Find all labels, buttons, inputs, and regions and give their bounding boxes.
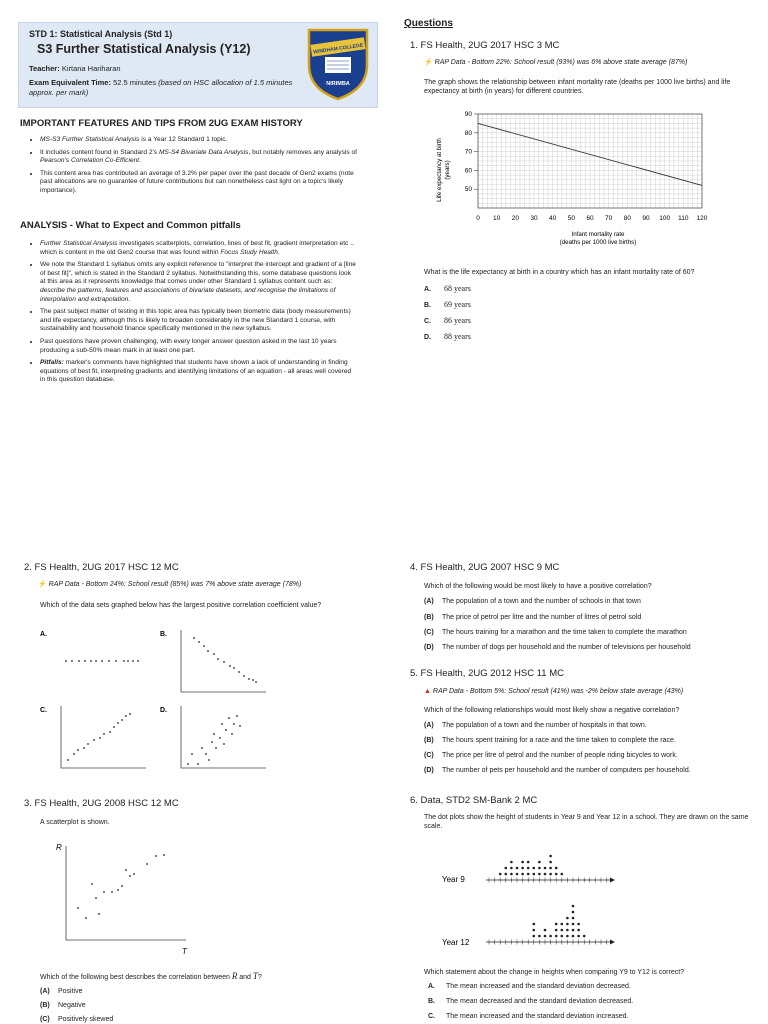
- x-tick-label: 50: [567, 215, 575, 222]
- x-tick-label: 120: [696, 215, 708, 222]
- course-name: STD 1: Statistical Analysis (Std 1): [29, 29, 173, 39]
- x-tick-label: 90: [642, 215, 650, 222]
- rap-data-2: ⚡ RAP Data - Bottom 24%: School result (85%) was 7% above state average (78%): [38, 581, 302, 588]
- list-item: • It includes content found in Standard 2's MS-S4 Bivariate Data Analysis, but notably removes any analysis of Pearson's Correlation Co-Efficient.: [40, 149, 358, 166]
- scatterplot-r-t: [52, 840, 202, 960]
- x-axis-label: Infant mortality rate: [571, 231, 625, 238]
- x-axis-label-units: (deaths per 1000 live births): [559, 239, 637, 246]
- plot-d-points: [187, 715, 241, 765]
- question-2-prompt: Which of the data sets graphed below has the largest positive correlation coefficient value?: [40, 602, 322, 609]
- option-b[interactable]: (B) The hours spent training for a race and the time taken to complete the race.: [424, 737, 676, 744]
- topic-title: S3 Further Statistical Analysis (Y12): [37, 42, 251, 56]
- x-tick-label: 110: [678, 215, 689, 222]
- y-axis-label: Life expectancy at birth: [436, 138, 443, 202]
- option-a[interactable]: (A) The population of a town and the number of hospitals in that town.: [424, 722, 647, 729]
- option-c[interactable]: C. The mean increased and the standard deviation increased.: [428, 1013, 629, 1020]
- question-5-heading: 5. FS Health, 2UG 2012 HSC 11 MC: [410, 668, 564, 679]
- lightning-icon: ⚡: [424, 59, 433, 66]
- option-d[interactable]: (D) The number of pets per household and the number of computers per household.: [424, 767, 691, 774]
- plot-b-label[interactable]: B.: [160, 631, 167, 638]
- teacher-line: Teacher: Kirtana Hariharan: [29, 64, 121, 73]
- plot-c-label[interactable]: C.: [40, 707, 47, 714]
- question-6-heading: 6. Data, STD2 SM-Bank 2 MC: [410, 795, 538, 806]
- option-b[interactable]: (B) The price of petrol per litre and the number of litres of petrol sold: [424, 614, 642, 621]
- dot-plots: [440, 846, 640, 952]
- year-12-dots: [533, 905, 586, 938]
- features-heading: IMPORTANT FEATURES AND TIPS FROM 2UG EXAM HISTORY: [20, 118, 303, 129]
- list-item: • Further Statistical Analysis investigates scatterplots, correlation, lines of best fit, gradient interpretation etc .. which is content in the old Gen2 course that was found within Focus Study Health.: [40, 240, 358, 257]
- question-3-heading: 3. FS Health, 2UG 2008 HSC 12 MC: [24, 798, 179, 809]
- y-axis-label-units: (years): [444, 160, 451, 180]
- option-b[interactable]: B. The mean decreased and the standard deviation decreased.: [428, 998, 634, 1005]
- plot-a-points: [65, 660, 139, 662]
- svg-text:WINDHAM COLLEGE: WINDHAM COLLEGE: [312, 42, 364, 56]
- x-tick-label: 40: [549, 215, 557, 222]
- plot-b-points: [193, 637, 257, 683]
- list-item: • MS-S3 Further Statistical Analysis is a Year 12 Standard 1 topic.: [40, 136, 358, 145]
- y-tick-label: 50: [464, 186, 472, 194]
- list-item: • Pitfalls: marker's comments have highlighted that students have shown a lack of understanding in finding equations of best fit, interpreting gradients and identifying limitations of an equation - all areas well covered in this question database.: [40, 359, 358, 385]
- x-tick-label: 30: [530, 215, 538, 222]
- plot-d-axes: [181, 706, 266, 768]
- plot-c-points: [67, 713, 131, 761]
- question-1-text: The graph shows the relationship between infant mortality rate (deaths per 1000 live births) and life expectancy at birth (in years) for different countries.: [424, 79, 731, 95]
- x-tick-label: 100: [659, 215, 671, 222]
- svg-text:NIRIMBA: NIRIMBA: [326, 81, 350, 87]
- question-3-prompt: Which of the following best describes the correlation between R and T?: [40, 971, 262, 981]
- question-4-prompt: Which of the following would be most likely to have a positive correlation?: [424, 583, 652, 590]
- x-tick-label: 60: [586, 215, 594, 222]
- option-b[interactable]: B. 69 years: [424, 300, 471, 309]
- option-c[interactable]: (C) The hours training for a marathon and the time taken to complete the marathon: [424, 629, 687, 636]
- y-axis-r-label: R: [56, 843, 62, 852]
- scatter-points: [77, 854, 165, 919]
- exam-time-line: Exam Equivalent Time: 52.5 minutes (based on HSC allocation of 1.5 minutes approx. per mark): [29, 78, 293, 97]
- header-box: [18, 22, 378, 108]
- list-item: • We note the Standard 1 syllabus omits any explicit reference to "interpret the intercept and gradient of a [line of best fit]", which is stated in the Standard 2 syllabus. Notwithstanding this, some database questions look at this area as it represents knowledge that comes under other Standard 1 syllabus content such as: describe the patterns, features and associations of bivariate datasets, and recognise the limitations of interpolation and extrapolation.: [40, 261, 358, 304]
- list-item: • Past questions have proven challenging, with every longer answer question asked in the last 10 years producing a sub-50% mean mark in at least one part.: [40, 338, 358, 355]
- question-4-heading: 4. FS Health, 2UG 2007 HSC 9 MC: [410, 562, 560, 573]
- plot-c-axes: [61, 706, 146, 768]
- questions-heading: Questions: [404, 18, 453, 29]
- question-3-text: A scatterplot is shown.: [40, 819, 110, 826]
- x-tick-label: 80: [623, 215, 631, 222]
- list-item: • This content area has contributed an average of 3.2% per paper over the past decade of Gen2 exams (note past allocations are no guarantee of future contributions but can nonetheless cast light on a topic's likely importance).: [40, 170, 358, 196]
- option-b[interactable]: (B) Negative: [40, 1002, 86, 1009]
- option-c[interactable]: C. 86 years: [424, 316, 471, 325]
- rap-data-1: ⚡ RAP Data - Bottom 22%: School result (93%) was 6% above state average (87%): [424, 59, 688, 66]
- question-5-prompt: Which of the following relationships would most likely show a negative correlation?: [424, 707, 680, 714]
- life-expectancy-chart: [430, 108, 730, 254]
- option-c[interactable]: (C) Positively skewed: [40, 1016, 114, 1023]
- y-tick-label: 80: [464, 129, 472, 137]
- option-c[interactable]: (C) The price per litre of petrol and the number of people riding bicycles to work.: [424, 752, 678, 759]
- analysis-heading: ANALYSIS - What to Expect and Common pitfalls: [20, 220, 241, 231]
- question-2-heading: 2. FS Health, 2UG 2017 HSC 12 MC: [24, 562, 179, 573]
- x-axis-t-label: T: [182, 947, 187, 956]
- question-6-text: The dot plots show the height of students in Year 9 and Year 12 in a school. They are drawn on the same scale.: [424, 814, 749, 830]
- question-6-prompt: Which statement about the change in heights when comparing Y9 to Y12 is correct?: [424, 969, 685, 976]
- y-tick-label: 70: [464, 148, 472, 156]
- option-a[interactable]: A. 68 years: [424, 284, 471, 293]
- features-list: [26, 136, 358, 200]
- y-tick-label: 60: [464, 167, 472, 175]
- analysis-list: [26, 240, 358, 389]
- plot-b-axes: [181, 630, 266, 692]
- x-tick-label: 10: [493, 215, 501, 222]
- option-a[interactable]: A. The mean increased and the standard deviation decreased.: [428, 983, 631, 990]
- option-d[interactable]: (D) The number of dogs per household and the number of televisions per household: [424, 644, 691, 651]
- y-tick-label: 90: [464, 111, 472, 118]
- x-tick-label: 70: [605, 215, 613, 222]
- warning-icon: ▲: [424, 688, 431, 695]
- college-crest-logo: [305, 27, 371, 101]
- option-d[interactable]: D. 88 years: [424, 332, 471, 341]
- plot-d-label[interactable]: D.: [160, 707, 167, 714]
- rap-data-5: ▲ RAP Data - Bottom 5%: School result (41%) was -2% below state average (43%): [424, 688, 684, 695]
- scatterplot-options: [36, 626, 276, 776]
- year-12-label: Year 12: [442, 938, 470, 947]
- year-9-label: Year 9: [442, 875, 465, 884]
- year-9-dots: [499, 855, 563, 876]
- question-1-heading: 1. FS Health, 2UG 2017 HSC 3 MC: [410, 40, 560, 51]
- x-tick-label: 20: [511, 215, 519, 222]
- x-tick-label: 0: [476, 215, 480, 222]
- option-a[interactable]: (A) Positive: [40, 988, 83, 995]
- list-item: • The past subject matter of testing in this topic area has typically been biometric data (body measurements) and life expectancy, although this is likely to broaden considerably in the new Standard 1 course, with sustainability and household finance specifically mentioned in the new syllabus.: [40, 308, 358, 334]
- question-1-prompt: What is the life expectancy at birth in a country which has an infant mortality rate of 60?: [424, 269, 695, 276]
- lightning-icon: ⚡: [38, 581, 47, 588]
- option-a[interactable]: (A) The population of a town and the number of schools in that town: [424, 598, 641, 605]
- plot-a-label[interactable]: A.: [40, 631, 47, 638]
